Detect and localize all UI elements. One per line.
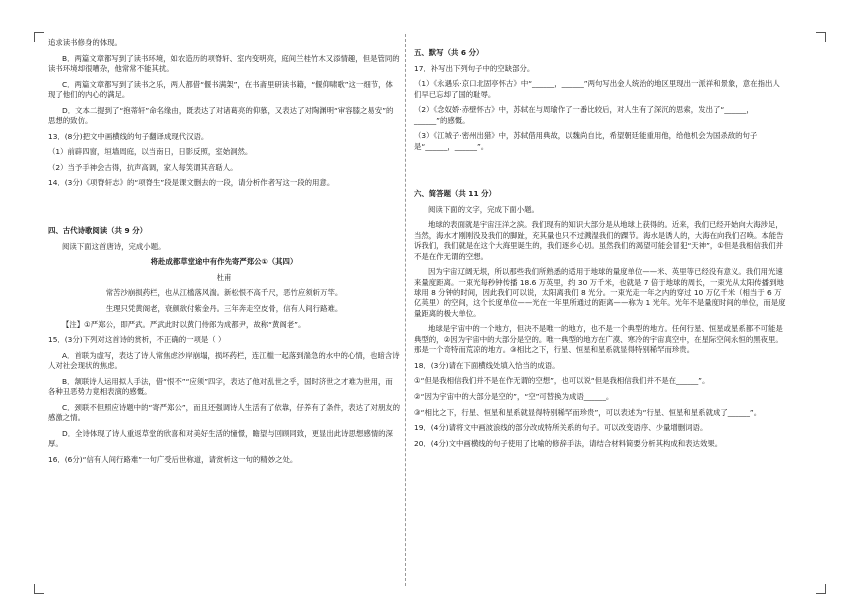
left-paragraph: C．颈联不但照应诗题中的“寄严郑公”，而且还强调诗人生活有了依靠，仔养有了条件，表达了对朋友的感激之情。 [48,402,401,423]
left-paragraph: 追求读书修身的体现。 [48,38,122,47]
right-paragraph: 阅读下面的文字，完成下面小题。 [428,204,539,214]
right-paragraph: ③“相比之下，行星、恒星和星系就显得特别稀罕而珍贵”，可以表述为“行星、恒星和星系就成了______”。 [414,407,762,417]
right-paragraph: 因为宇宙辽阔无垠，所以那些我们所熟悉的适用于地球的量度单位——米、英里等已经没有意义。我们用光速来量度距离。一束光每秒钟传播 18.6 万英里，约 30 万千米，也就是 7 倍于地球的周长，一束光从太阳传播到地球用 8 分钟的时间，因此我们可以说，太阳离我们 8 光分。一束光走一年之内的穿过 10 万亿千米（相当于 6 万亿英里）的空间，这个长度单位——光在一年里所通过的距离——称为 1 光年。光年不是量度时间的单位，而是度量距离的极大单位。 [414,267,786,318]
left-paragraph: A．首联为虚写，表达了诗人常焦虑沙岸崩塌，损坏药栏，连江槛一起落到湍急的水中的心情，也暗含诗人对社会现状的焦虑。 [48,350,400,371]
left-paragraph: 常苦沙崩损药栏，也从江槛落风湍。新松恨不高千尺，恶竹应须斩万竿。 [105,288,343,298]
left-paragraph: B．颔联诗人运用拟人手法，借“恨不”“应须”四字，表达了他对乱世之乎，国时济世之才难为世用，而各种丑恶势力竟相表演的感慨。 [48,376,393,397]
left-paragraph: D．文本二提到了“抱蒂轩”命名缘由，既表达了对诸葛亮的仰慕，又表达了对陶渊明“审容膝之易安”的思想的致仿。 [48,105,394,125]
left-paragraph: 生理只凭黄阁老，衰颜欲付紫金丹。三年奔走空皮骨，信有人间行路难。 [105,303,343,313]
left-paragraph: 15．(3分)下列对这首诗的赏析，不正确的一项是（ ） [48,335,226,345]
right-paragraph: 17．补写出下列句子中的空缺部分。 [414,63,535,73]
left-paragraph: B．两篇文章都写到了读书环境，如农造历的项脊轩、室内变明亮，庭间兰桂竹木又添情趣，但是管同的读书环境却很嘈杂，他常常不能其扰。 [48,53,400,73]
right-paragraph: 地球是宇宙中的一个地方，但决不是唯一的地方，也不是一个典型的地方。任何行星、恒星或星系都不可能是典型的，②因为宇宙中的大部分是空的。唯一典型的地方在广漠、寒冷的宇宙真空中，在星际空间永恒的黑夜里。那是一个奇特而荒凉的地方。③相比之下，行星、恒星和星系就显得特别稀罕而珍贵。 [414,324,783,355]
left-paragraph: （1）前辟四窗，垣墙周庭，以当南日，日影反照，室始洞然。 [48,147,253,157]
right-paragraph: 五、默写（共 6 分） [414,48,484,57]
left-paragraph: C．两篇文章都写到了读书之乐，两人都借“偃书满架”，在书斋里研读书籍，“偃仰啸歌”这一细节，体现了他们的内心的满足。 [48,79,393,99]
left-paragraph: （2）当予手神会古得，抗声高调，家人每笑谓其音聒人。 [48,162,238,172]
left-column [48,38,400,470]
right-paragraph: 19．(4分)请将文中画波浪线的部分改成特所关系的句子。可以改变语序、少量增删词语。 [414,423,708,433]
left-paragraph: 14．(3分)《项脊轩志》的“项脊生”段是课文删去的一段，请分析作者写这一段的用意。 [48,178,335,188]
right-paragraph: 18．(3分)请在下面横线处填入恰当的成语。 [414,360,560,370]
left-paragraph: 16．(6分)“信有人间行路难”一句广受后世称道，请赏析这一句的精妙之处。 [48,454,298,464]
right-paragraph: ②“因为宇宙中的大部分是空的”，“空”可替换为成语______。 [414,392,614,401]
right-paragraph: 20．(4分)文中画横线的句子使用了比喻的修辞手法，请结合材料简要分析其构成和表达效果。 [414,438,723,448]
left-paragraph: 杜甫 [216,272,232,282]
right-paragraph [414,157,786,179]
left-paragraph: 13．(8分)把文中画横线的句子翻译成现代汉语。 [48,131,209,141]
right-paragraph: ①“但是我相信我们并不是在作无谓的空想”，也可以说“但是我相信我们并不是在______”。 [414,376,710,386]
left-paragraph: 阅读下面这首唐诗，完成小题。 [62,241,166,251]
left-paragraph: 四、古代诗歌阅读（共 9 分） [48,225,147,235]
left-paragraph [48,194,400,216]
column-divider [405,34,406,586]
right-paragraph: 地球的表面就是宇宙汪洋之滨。我们现有的知识大部分是从地球上获得的。近来，我们已经开始向大海涉足，当然，海水才刚刚没及我们的脚趾，充其量也只不过溅湿我们的踝节。海水是诱人的，大海在向我们召唤。本能告诉我们，我们就是在这个大海里诞生的，我们逐乡心切。虽然我们的渴望可能会冒犯“天神”，①但是我相信我们并不是在作无谓的空想。 [414,220,784,261]
left-paragraph: D．全诗体现了诗人重返草堂的欣喜和对美好生活的憧憬，瞻望与回顾同致，更显出此诗思想感情的深厚。 [48,428,393,449]
right-column [414,38,786,454]
right-paragraph: 六、简答题（共 11 分） [414,189,496,199]
crop-mark [816,584,826,594]
right-paragraph: （2）《念奴娇·赤壁怀古》中，苏轼在与周瑜作了一番比较后，对人生有了深沉的思索，发出了“______，______”的感慨。 [414,105,754,125]
right-paragraph: （3）《江城子·密州出猎》中，苏轼借用典故，以魏尚自比，希望朝廷能重用他，给他机会为国杀敌的句子是“______，______”。 [414,131,758,151]
left-paragraph: 【注】①严郑公，即严武。严武此时以黄门侍郎为成都尹，故称“黄阁老”。 [62,319,306,329]
left-paragraph: 将赴成都草堂途中有作先寄严郑公①（其四） [150,257,298,267]
crop-mark [816,32,826,42]
crop-mark [34,584,44,594]
right-paragraph: （1）《永遇乐·京口北固亭怀古》中“______，______”两句写出金人统治的地区里现出一派祥和景象，意在指出人们早已忘却了国的耻辱。 [414,79,780,99]
crop-mark [34,32,44,42]
